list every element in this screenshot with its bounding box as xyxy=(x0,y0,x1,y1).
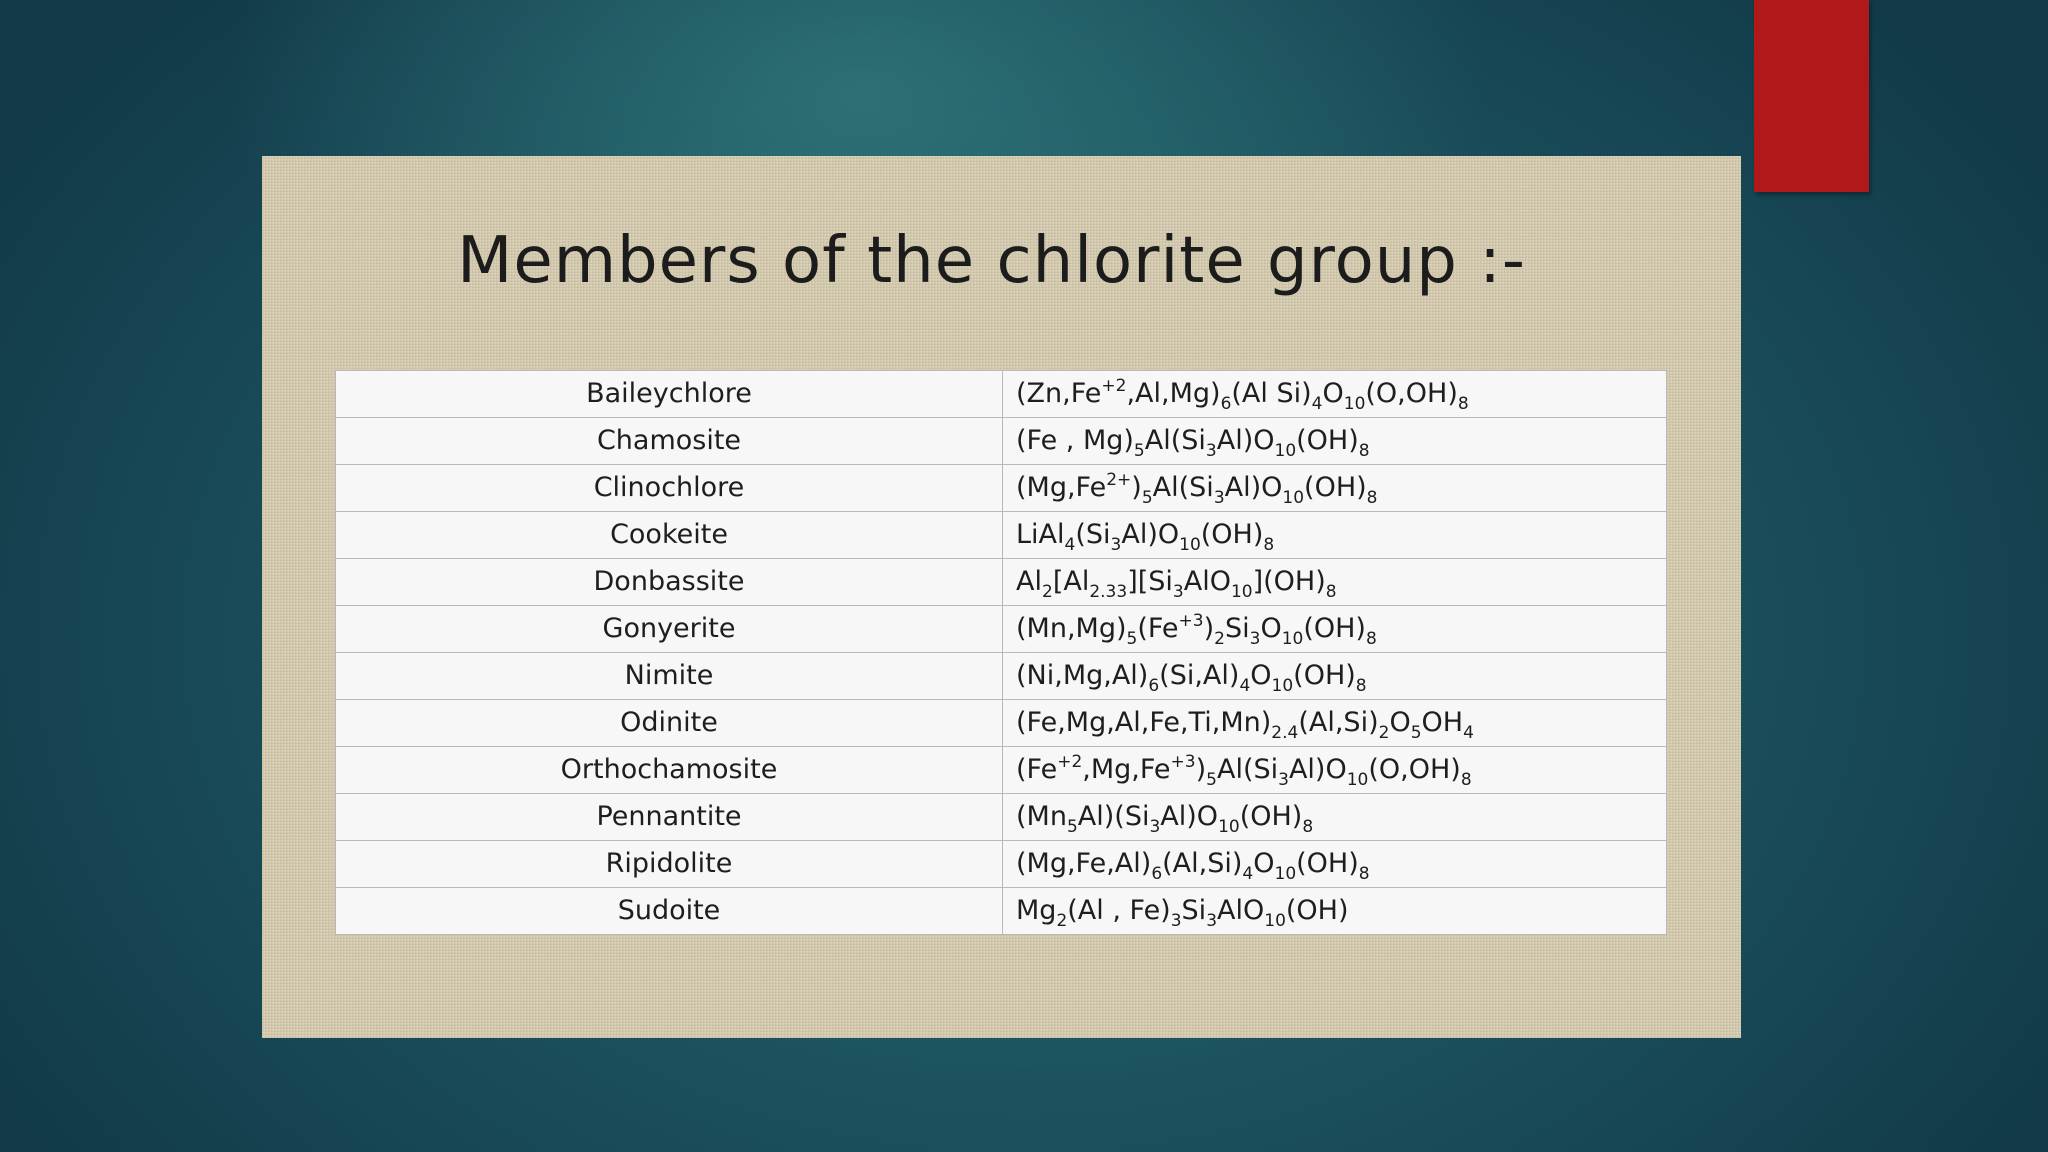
formula-superscript: 2+ xyxy=(1106,470,1132,490)
table-row xyxy=(336,465,1667,512)
slide-panel xyxy=(262,156,1741,1038)
formula-text: O xyxy=(1250,660,1272,691)
mineral-formula-cell xyxy=(1003,512,1667,559)
formula-subscript: 4 xyxy=(1463,723,1474,743)
formula-subscript: 10 xyxy=(1281,629,1304,649)
red-accent-bar xyxy=(1754,0,1869,192)
formula-superscript: +2 xyxy=(1057,752,1083,772)
formula-subscript: 8 xyxy=(1355,676,1367,696)
formula-text: (Al,Si) xyxy=(1162,848,1243,879)
mineral-name-cell: Odinite xyxy=(336,700,1003,747)
mineral-formula-cell xyxy=(1003,653,1667,700)
formula-text: OH xyxy=(1421,707,1464,738)
formula-superscript: +3 xyxy=(1170,752,1196,772)
formula-subscript: 2 xyxy=(1056,911,1068,931)
formula-subscript: 8 xyxy=(1365,629,1377,649)
table-row xyxy=(336,888,1667,935)
mineral-name-cell: Nimite xyxy=(336,653,1003,700)
formula-subscript: 4 xyxy=(1311,394,1323,414)
formula-subscript: 6 xyxy=(1151,864,1163,884)
mineral-formula-cell xyxy=(1003,371,1667,418)
formula-subscript: 8 xyxy=(1263,535,1275,555)
formula-text: Al(Si xyxy=(1144,425,1206,456)
mineral-name-cell: Gonyerite xyxy=(336,606,1003,653)
formula-text: (OH) xyxy=(1239,801,1303,832)
formula-text: ) xyxy=(1203,613,1215,644)
formula-text: (OH) xyxy=(1296,848,1359,879)
formula-text: (O,OH) xyxy=(1368,754,1461,785)
formula-text: Si xyxy=(1181,895,1207,926)
formula-subscript: 3 xyxy=(1149,817,1161,837)
formula-subscript: 6 xyxy=(1220,394,1232,414)
formula-subscript: 3 xyxy=(1205,441,1217,461)
formula-superscript: +3 xyxy=(1178,611,1204,631)
formula-text: Al)O xyxy=(1224,472,1283,503)
table-row xyxy=(336,747,1667,794)
formula-text: AlO xyxy=(1183,566,1231,597)
formula-subscript: 2.4 xyxy=(1271,723,1299,743)
formula-subscript: 8 xyxy=(1366,488,1378,508)
formula-text: ) xyxy=(1195,754,1207,785)
formula-text: (OH) xyxy=(1293,660,1356,691)
formula-text: ,Al,Mg) xyxy=(1126,378,1221,409)
formula-text: (Zn,Fe xyxy=(1016,378,1102,409)
formula-text: LiAl xyxy=(1016,519,1065,550)
chlorite-members-table xyxy=(335,370,1667,935)
formula-subscript: 10 xyxy=(1274,441,1297,461)
formula-subscript: 2 xyxy=(1214,629,1225,649)
mineral-name-cell: Donbassite xyxy=(336,559,1003,606)
mineral-name-cell: Baileychlore xyxy=(336,371,1003,418)
formula-subscript: 5 xyxy=(1410,723,1422,743)
formula-text: (OH) xyxy=(1200,519,1264,550)
mineral-formula-cell xyxy=(1003,747,1667,794)
formula-subscript: 5 xyxy=(1126,629,1138,649)
formula-subscript: 3 xyxy=(1172,582,1184,602)
formula-text: (Mg,Fe xyxy=(1016,472,1107,503)
formula-subscript: 8 xyxy=(1358,441,1370,461)
mineral-name-cell: Pennantite xyxy=(336,794,1003,841)
formula-text: Al)(Si xyxy=(1077,801,1150,832)
formula-subscript: 4 xyxy=(1242,864,1254,884)
table-row xyxy=(336,418,1667,465)
formula-text: (Ni,Mg,Al) xyxy=(1016,660,1149,691)
formula-superscript: +2 xyxy=(1101,376,1127,396)
formula-text: O xyxy=(1389,707,1411,738)
formula-subscript: 3 xyxy=(1278,770,1289,790)
formula-subscript: 3 xyxy=(1110,535,1122,555)
mineral-name-cell: Cookeite xyxy=(336,512,1003,559)
table-row xyxy=(336,653,1667,700)
formula-text: AlO xyxy=(1217,895,1265,926)
formula-text: ,Mg,Fe xyxy=(1082,754,1171,785)
formula-subscript: 8 xyxy=(1457,394,1469,414)
formula-text: O xyxy=(1322,378,1344,409)
formula-text: (Fe , Mg) xyxy=(1016,425,1134,456)
formula-text: (Si xyxy=(1075,519,1111,550)
mineral-formula-cell xyxy=(1003,794,1667,841)
formula-text: (Al,Si) xyxy=(1298,707,1379,738)
formula-text: (Fe xyxy=(1016,754,1058,785)
formula-text: (Fe,Mg,Al,Fe,Ti,Mn) xyxy=(1016,707,1272,738)
formula-text: (Mn,Mg) xyxy=(1016,613,1127,644)
formula-subscript: 5 xyxy=(1066,817,1078,837)
formula-subscript: 2 xyxy=(1041,582,1053,602)
mineral-formula-cell xyxy=(1003,559,1667,606)
formula-text: (Al , Fe) xyxy=(1067,895,1171,926)
formula-subscript: 10 xyxy=(1264,911,1286,931)
formula-subscript: 8 xyxy=(1460,770,1472,790)
formula-subscript: 4 xyxy=(1064,535,1076,555)
formula-subscript: 5 xyxy=(1141,488,1153,508)
mineral-formula-cell xyxy=(1003,418,1667,465)
formula-text: (OH) xyxy=(1304,472,1367,503)
formula-subscript: 10 xyxy=(1271,676,1294,696)
slide-title: Members of the chlorite group :- xyxy=(457,224,1526,298)
formula-subscript: 10 xyxy=(1179,535,1201,555)
formula-subscript: 10 xyxy=(1230,582,1253,602)
table-row xyxy=(336,794,1667,841)
formula-text: (Fe xyxy=(1137,613,1179,644)
formula-text: Mg xyxy=(1016,895,1057,926)
formula-subscript: 2 xyxy=(1378,723,1390,743)
mineral-name-cell: Ripidolite xyxy=(336,841,1003,888)
formula-subscript: 8 xyxy=(1325,582,1337,602)
mineral-name-cell: Orthochamosite xyxy=(336,747,1003,794)
formula-text: (OH) xyxy=(1303,613,1366,644)
formula-text: ) xyxy=(1131,472,1142,503)
formula-text: (Mg,Fe,Al) xyxy=(1016,848,1152,879)
formula-subscript: 6 xyxy=(1148,676,1160,696)
mineral-name-cell: Sudoite xyxy=(336,888,1003,935)
formula-text: Al)O xyxy=(1216,425,1275,456)
formula-text: (OH) xyxy=(1285,895,1349,926)
formula-text: (Si,Al) xyxy=(1159,660,1240,691)
mineral-formula-cell xyxy=(1003,606,1667,653)
mineral-formula-cell xyxy=(1003,700,1667,747)
formula-text: (Mn xyxy=(1016,801,1067,832)
mineral-name-cell: Chamosite xyxy=(336,418,1003,465)
formula-text: [Al xyxy=(1052,566,1090,597)
formula-text: Al(Si xyxy=(1216,754,1279,785)
formula-text: Al(Si xyxy=(1152,472,1214,503)
table-row xyxy=(336,841,1667,888)
table-row xyxy=(336,606,1667,653)
mineral-name-cell: Clinochlore xyxy=(336,465,1003,512)
table-row xyxy=(336,371,1667,418)
formula-text: Al)O xyxy=(1121,519,1180,550)
formula-subscript: 4 xyxy=(1239,676,1251,696)
table-body xyxy=(336,371,1667,935)
formula-text: ](OH) xyxy=(1252,566,1326,597)
mineral-formula-cell xyxy=(1003,465,1667,512)
formula-subscript: 3 xyxy=(1170,911,1182,931)
mineral-formula-cell xyxy=(1003,841,1667,888)
formula-text: (OH) xyxy=(1296,425,1359,456)
formula-text: Si xyxy=(1224,613,1250,644)
formula-subscript: 8 xyxy=(1358,864,1370,884)
formula-subscript: 10 xyxy=(1343,394,1366,414)
table-row xyxy=(336,700,1667,747)
formula-text: O xyxy=(1260,613,1282,644)
formula-text: Al)O xyxy=(1160,801,1219,832)
formula-subscript: 3 xyxy=(1249,629,1261,649)
formula-text: (O,OH) xyxy=(1365,378,1458,409)
mineral-formula-cell xyxy=(1003,888,1667,935)
formula-subscript: 10 xyxy=(1346,770,1369,790)
formula-subscript: 2.33 xyxy=(1089,582,1128,602)
formula-text: (Al Si) xyxy=(1231,378,1312,409)
formula-subscript: 10 xyxy=(1218,817,1240,837)
formula-subscript: 10 xyxy=(1274,864,1297,884)
formula-text: ][Si xyxy=(1127,566,1173,597)
formula-subscript: 8 xyxy=(1302,817,1314,837)
formula-text: Al)O xyxy=(1288,754,1347,785)
formula-text: O xyxy=(1253,848,1275,879)
table-row xyxy=(336,512,1667,559)
formula-text: Al xyxy=(1016,566,1042,597)
formula-subscript: 10 xyxy=(1282,488,1305,508)
formula-subscript: 5 xyxy=(1133,441,1145,461)
formula-subscript: 5 xyxy=(1206,770,1217,790)
table-row xyxy=(336,559,1667,606)
formula-subscript: 3 xyxy=(1206,911,1218,931)
formula-subscript: 3 xyxy=(1213,488,1225,508)
